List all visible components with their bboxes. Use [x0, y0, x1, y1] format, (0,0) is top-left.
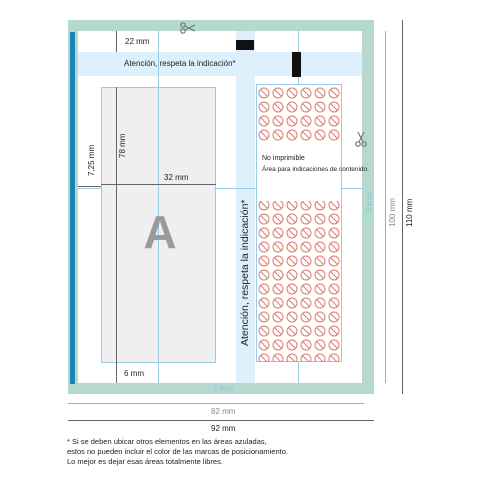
no-print-symbol-icon [287, 312, 297, 322]
no-print-symbol-icon [301, 130, 311, 140]
no-print-symbol-icon [273, 88, 283, 98]
no-print-symbol-icon [259, 228, 269, 238]
no-print-symbol-icon [259, 116, 269, 126]
no-print-symbol-icon [273, 130, 283, 140]
warning-vertical: Atención, respeta la indicación* [239, 199, 251, 346]
no-print-symbol-icon [329, 130, 339, 140]
offset-725-line [78, 186, 101, 187]
right-band-label: 5 mm [365, 192, 374, 212]
width-82-line [68, 403, 364, 404]
no-print-symbol-icon [273, 270, 283, 280]
position-marker-band [292, 52, 301, 77]
panel-a-letter: A [143, 206, 177, 258]
footnote-line-3: Lo mejor es dejar esas áreas totalmente libres. [67, 457, 223, 466]
no-print-symbol-icon [329, 298, 339, 308]
no-print-symbol-icon [273, 214, 283, 224]
no-print-symbol-icon [287, 242, 297, 252]
no-print-symbol-icon [273, 284, 283, 294]
no-print-symbol-icon [259, 102, 269, 112]
no-print-symbol-icon [329, 270, 339, 280]
warning-horizontal: Atención, respeta la indicación* [124, 59, 236, 68]
no-print-symbol-icon [301, 354, 311, 362]
height-78-line [116, 87, 117, 363]
top-margin-label: 22 mm [125, 37, 150, 46]
no-print-symbol-icon [301, 312, 311, 322]
no-print-symbol-icon [259, 340, 269, 350]
no-print-symbol-icon [287, 88, 297, 98]
height-100-line [385, 31, 386, 383]
no-print-symbol-icon [315, 88, 325, 98]
no-print-symbol-icon [273, 228, 283, 238]
width-32-line [101, 184, 216, 185]
no-print-symbol-icon [315, 298, 325, 308]
left-edge-bar [70, 32, 75, 384]
no-print-symbol-icon [315, 102, 325, 112]
no-print-symbol-icon [301, 228, 311, 238]
no-print-symbol-icon [287, 270, 297, 280]
no-print-symbol-icon [273, 326, 283, 336]
bottom-6-line [116, 363, 117, 383]
no-print-symbol-icon [273, 116, 283, 126]
no-print-symbol-icon [259, 214, 269, 224]
no-print-symbol-icon [273, 354, 283, 362]
no-print-symbol-icon [259, 200, 269, 210]
scissors-icon [355, 131, 367, 147]
no-print-symbol-icon [301, 256, 311, 266]
no-print-symbol-icon [287, 340, 297, 350]
no-print-symbol-icon [273, 242, 283, 252]
footnote-line-2: estos no pueden incluir el color de las marcas de posicionamiento. [67, 447, 288, 456]
no-print-symbol-icon [329, 354, 339, 362]
no-print-symbol-icon [287, 326, 297, 336]
no-print-symbol-icon [301, 242, 311, 252]
no-print-symbol-icon [287, 102, 297, 112]
no-print-symbol-icon [287, 298, 297, 308]
no-print-title: No imprimible [262, 155, 305, 162]
width-92-label: 92 mm [211, 424, 236, 433]
no-print-symbol-icon [273, 312, 283, 322]
no-print-description: Área para indicaciones de contenido. [262, 166, 369, 173]
no-print-symbol-icon [315, 130, 325, 140]
no-print-symbol-icon [287, 256, 297, 266]
offset-725-label: 7,25 mm [87, 144, 96, 176]
no-print-symbol-icon [329, 340, 339, 350]
no-print-symbol-icon [301, 270, 311, 280]
no-print-symbol-icon [315, 284, 325, 294]
no-print-symbol-icon [315, 228, 325, 238]
height-110-label: 110 mm [405, 198, 414, 227]
no-print-symbol-icon [287, 200, 297, 210]
no-print-symbol-icon [329, 200, 339, 210]
no-print-symbol-icon [329, 228, 339, 238]
no-print-symbol-icon [329, 116, 339, 126]
no-print-symbol-icon [287, 284, 297, 294]
no-print-symbol-icon [287, 116, 297, 126]
no-print-symbol-icon [287, 228, 297, 238]
no-print-pattern [257, 85, 341, 362]
no-print-symbol-icon [315, 270, 325, 280]
bottom-band-label: 5 mm [213, 384, 233, 393]
no-print-symbol-icon [259, 312, 269, 322]
footnote [67, 437, 487, 467]
no-print-symbol-icon [301, 340, 311, 350]
no-print-symbol-icon [301, 326, 311, 336]
no-print-symbol-icon [259, 130, 269, 140]
height-100-label: 100 mm [388, 198, 397, 227]
no-print-symbol-icon [315, 116, 325, 126]
width-82-label: 82 mm [211, 407, 236, 416]
no-print-symbol-icon [315, 312, 325, 322]
width-92-line [68, 420, 374, 421]
no-print-symbol-icon [315, 256, 325, 266]
no-print-symbol-icon [315, 214, 325, 224]
no-print-symbol-icon [301, 298, 311, 308]
no-print-symbol-icon [259, 256, 269, 266]
no-print-symbol-icon [329, 326, 339, 336]
no-print-symbol-icon [259, 326, 269, 336]
height-78-label: 78 mm [118, 133, 127, 158]
no-print-symbol-icon [287, 130, 297, 140]
no-print-symbol-icon [287, 214, 297, 224]
width-32-label: 32 mm [164, 173, 189, 182]
no-print-symbol-icon [329, 214, 339, 224]
no-print-symbol-icon [259, 242, 269, 252]
no-print-symbol-icon [329, 284, 339, 294]
no-print-symbol-icon [301, 116, 311, 126]
no-print-symbol-icon [259, 354, 269, 362]
no-print-text-box [257, 145, 341, 201]
position-marker-top [236, 40, 254, 50]
footnote-line-1: * Si se deben ubicar otros elementos en las áreas azuladas, [67, 437, 267, 446]
no-print-symbol-icon [315, 354, 325, 362]
no-print-symbol-icon [273, 256, 283, 266]
no-print-symbol-icon [329, 242, 339, 252]
no-print-symbol-icon [273, 200, 283, 210]
no-print-symbol-icon [315, 340, 325, 350]
no-print-symbol-icon [273, 340, 283, 350]
no-print-symbol-icon [301, 88, 311, 98]
no-print-symbol-icon [301, 102, 311, 112]
no-print-symbol-icon [315, 242, 325, 252]
no-print-symbol-icon [259, 284, 269, 294]
no-print-symbol-icon [273, 102, 283, 112]
no-print-symbol-icon [329, 312, 339, 322]
height-110-line [402, 20, 403, 394]
no-print-symbol-icon [259, 298, 269, 308]
no-print-symbol-icon [301, 200, 311, 210]
top-margin-dim-line [116, 31, 117, 52]
no-print-symbol-icon [301, 214, 311, 224]
no-print-symbol-icon [287, 354, 297, 362]
scissors-icon [180, 22, 196, 34]
no-print-symbol-icon [259, 88, 269, 98]
no-print-symbol-icon [329, 102, 339, 112]
no-print-symbol-icon [301, 284, 311, 294]
no-print-symbol-icon [259, 270, 269, 280]
no-print-symbol-icon [329, 256, 339, 266]
no-print-symbol-icon [315, 200, 325, 210]
no-print-symbol-icon [315, 326, 325, 336]
no-print-symbol-icon [273, 298, 283, 308]
bottom-6-label: 6 mm [124, 369, 144, 378]
no-print-symbol-icon [329, 88, 339, 98]
